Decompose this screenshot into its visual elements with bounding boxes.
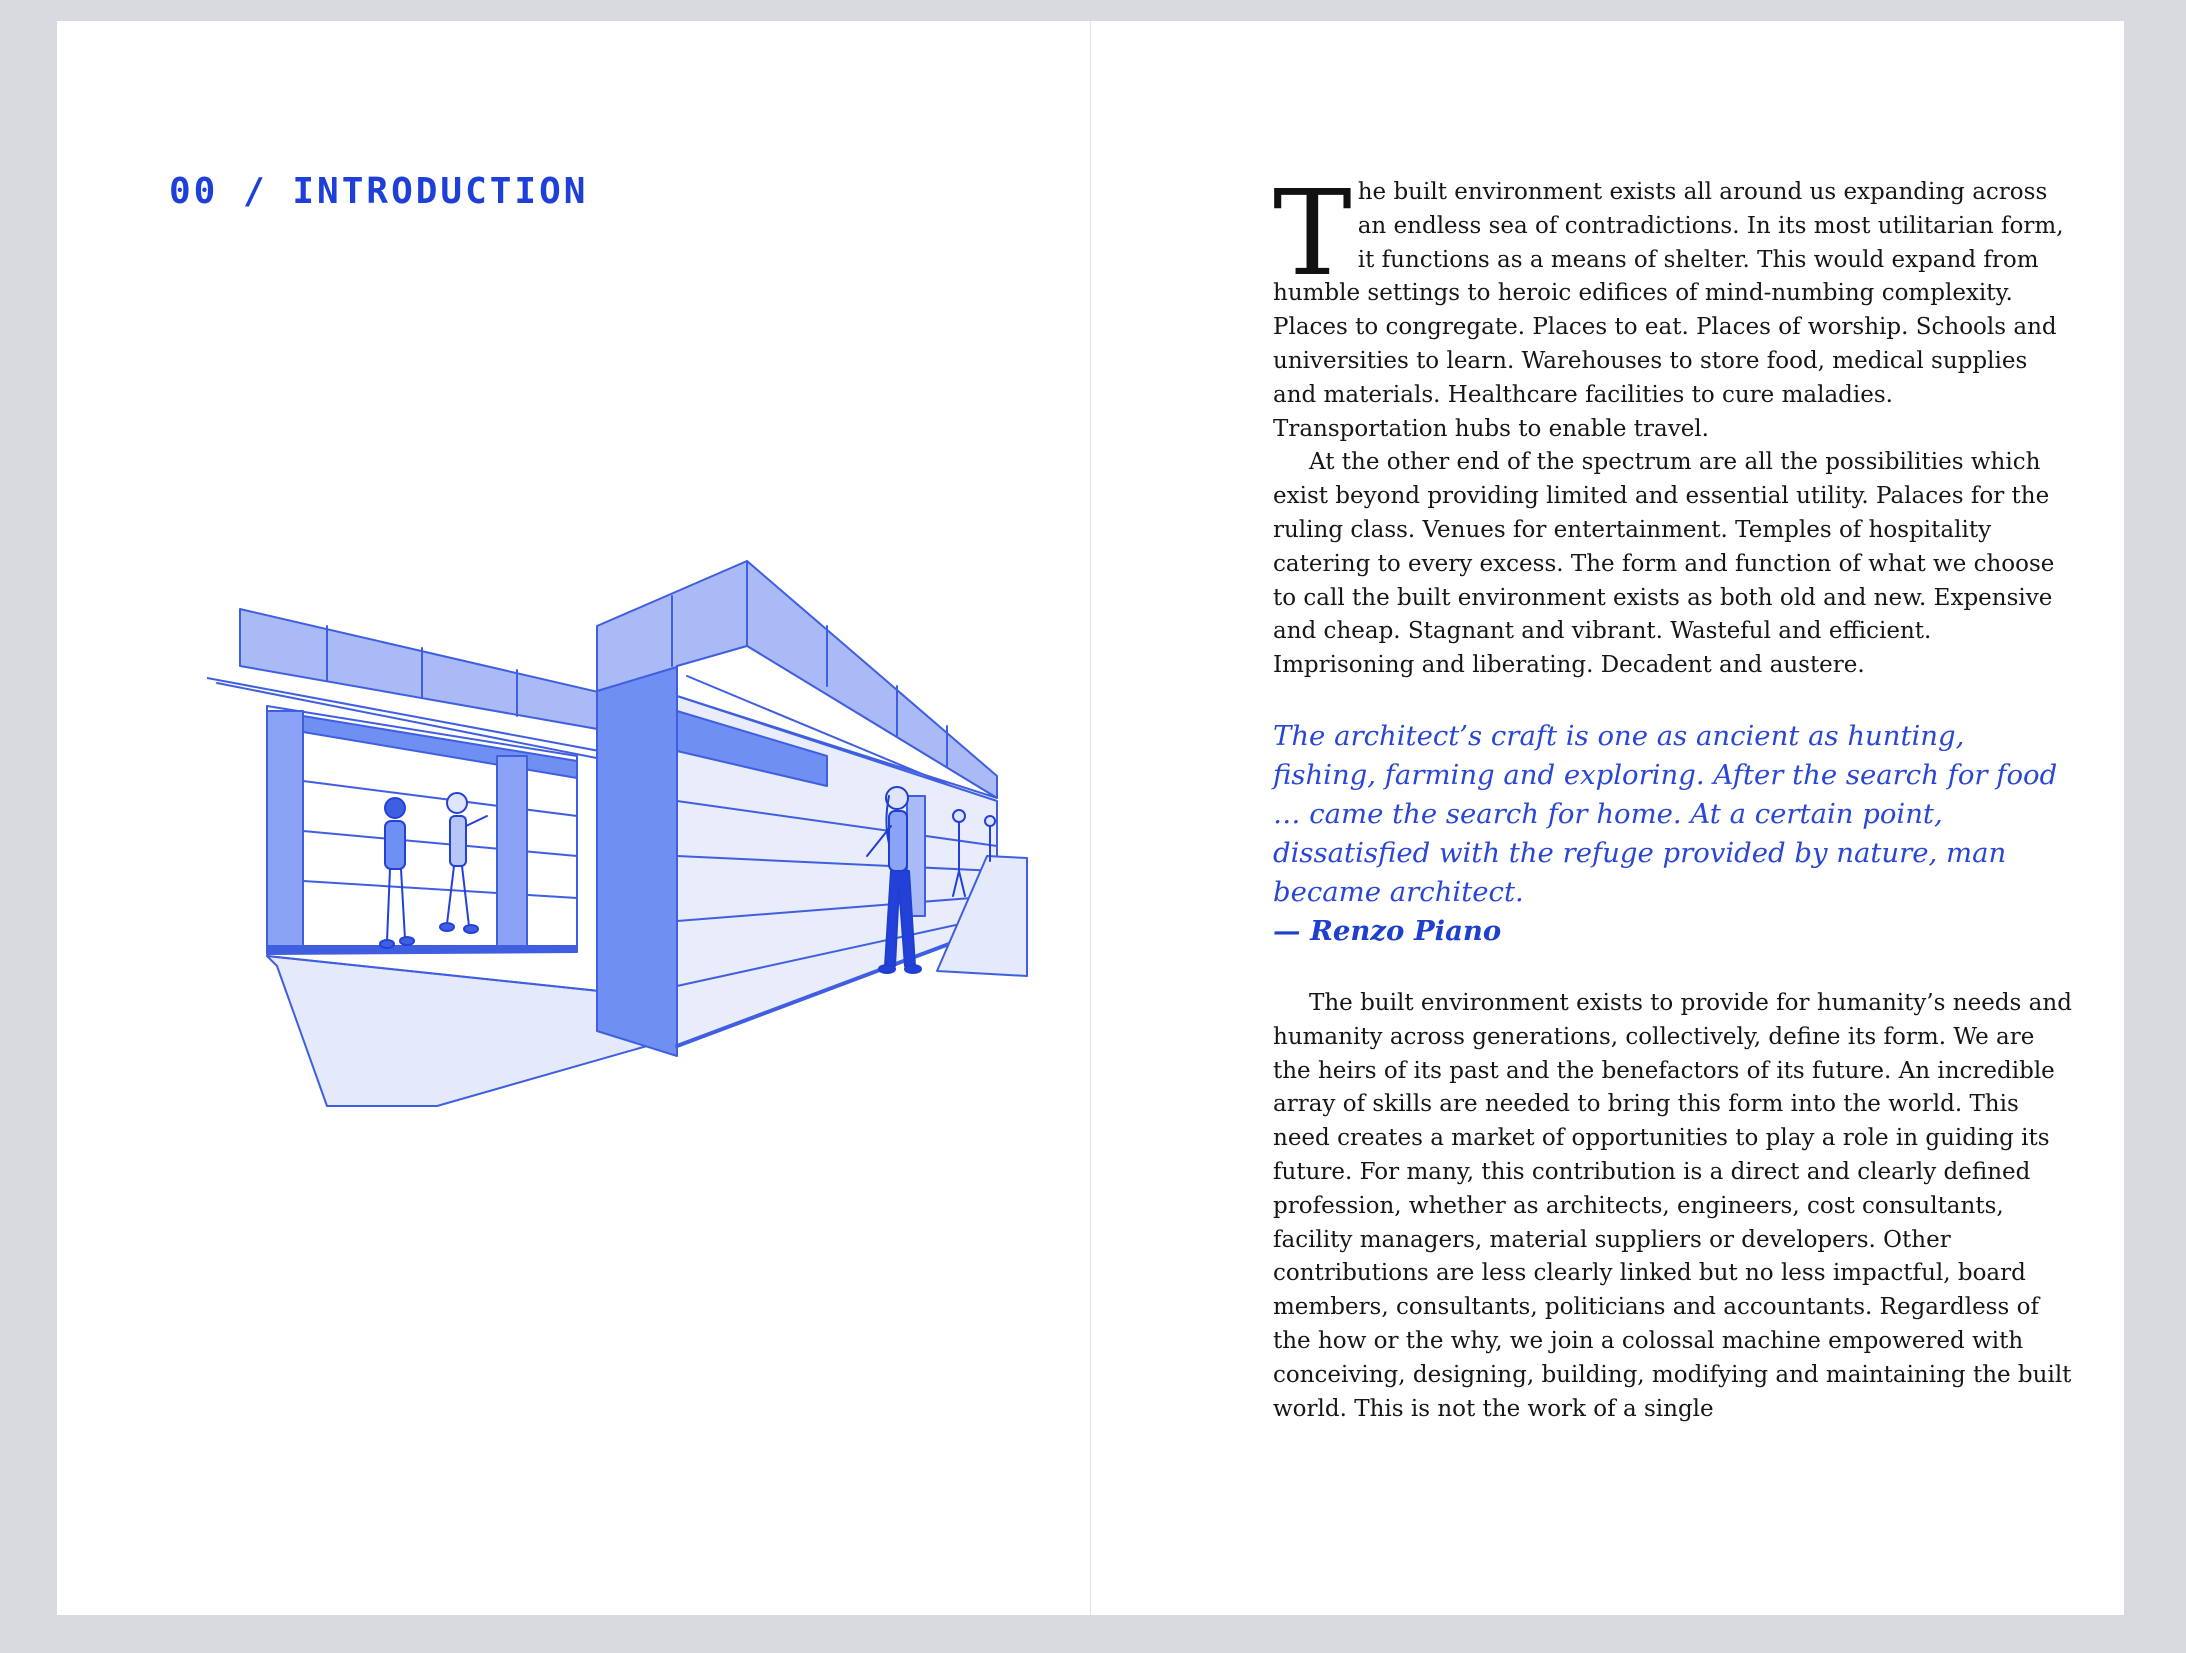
body-text-column xyxy=(1273,164,2073,1426)
chapter-title: 00 / INTRODUCTION xyxy=(169,171,589,212)
drop-cap: T xyxy=(1273,164,1352,302)
body-paragraph: At the other end of the spectrum are all the possibilities which exist beyond providing limited and essential utility. Palaces for the ruling class. Venues for entertainment. Temples of hospitality catering to every excess. The form and function of what we choose to call the built environment exists as both old and new. Expensive and cheap. Stagnant and vibrant. Wasteful and efficient. Imprisoning and liberating. Decadent and austere. xyxy=(1273,449,2055,679)
right-page xyxy=(1091,21,2124,1615)
architecture-sketch-illustration xyxy=(207,526,1047,1126)
body-paragraph: The built environment exists to provide for humanity’s needs and humanity across generations, collectively, define its form. We are the heirs of its past and the benefactors of its future. An incredible array of skills are needed to bring this form into the world. This need creates a market of opportunities to play a role in guiding its future. For many, this contribution is a direct and clearly defined profession, whether as architects, engineers, cost consultants, facility managers, material suppliers or developers. Other contributions are less clearly linked but no less impactful, board members, consultants, politicians and accountants. Regardless of the how or the why, we join a colossal machine empowered with conceiving, designing, building, modifying and maintaining the built world. This is not the work of a single xyxy=(1273,989,2072,1422)
paragraph-text: he built environment exists all around us expanding across an endless sea of contradictions. In its most utilitarian form, it functions as a means of shelter. This would expand from humble settings to heroic edifices of mind-numbing complexity. Places to congregate. Places to eat. Places of worship. Schools and universities to learn. Warehouses to store food, medical supplies and materials. Healthcare facilities to cure maladies. Transportation hubs to enable travel. xyxy=(1273,179,2064,442)
left-page xyxy=(57,21,1090,1615)
body-paragraph xyxy=(1273,164,2073,446)
pull-quote: The architect’s craft is one as ancient as hunting, fishing, farming and exploring. After the search for food … came the search for home. At a certain point, dissatisfied with the refuge provided by nature, man became architect. xyxy=(1273,719,2058,908)
book-spread xyxy=(57,21,2124,1615)
quote-attribution: — Renzo Piano xyxy=(1273,914,1502,947)
